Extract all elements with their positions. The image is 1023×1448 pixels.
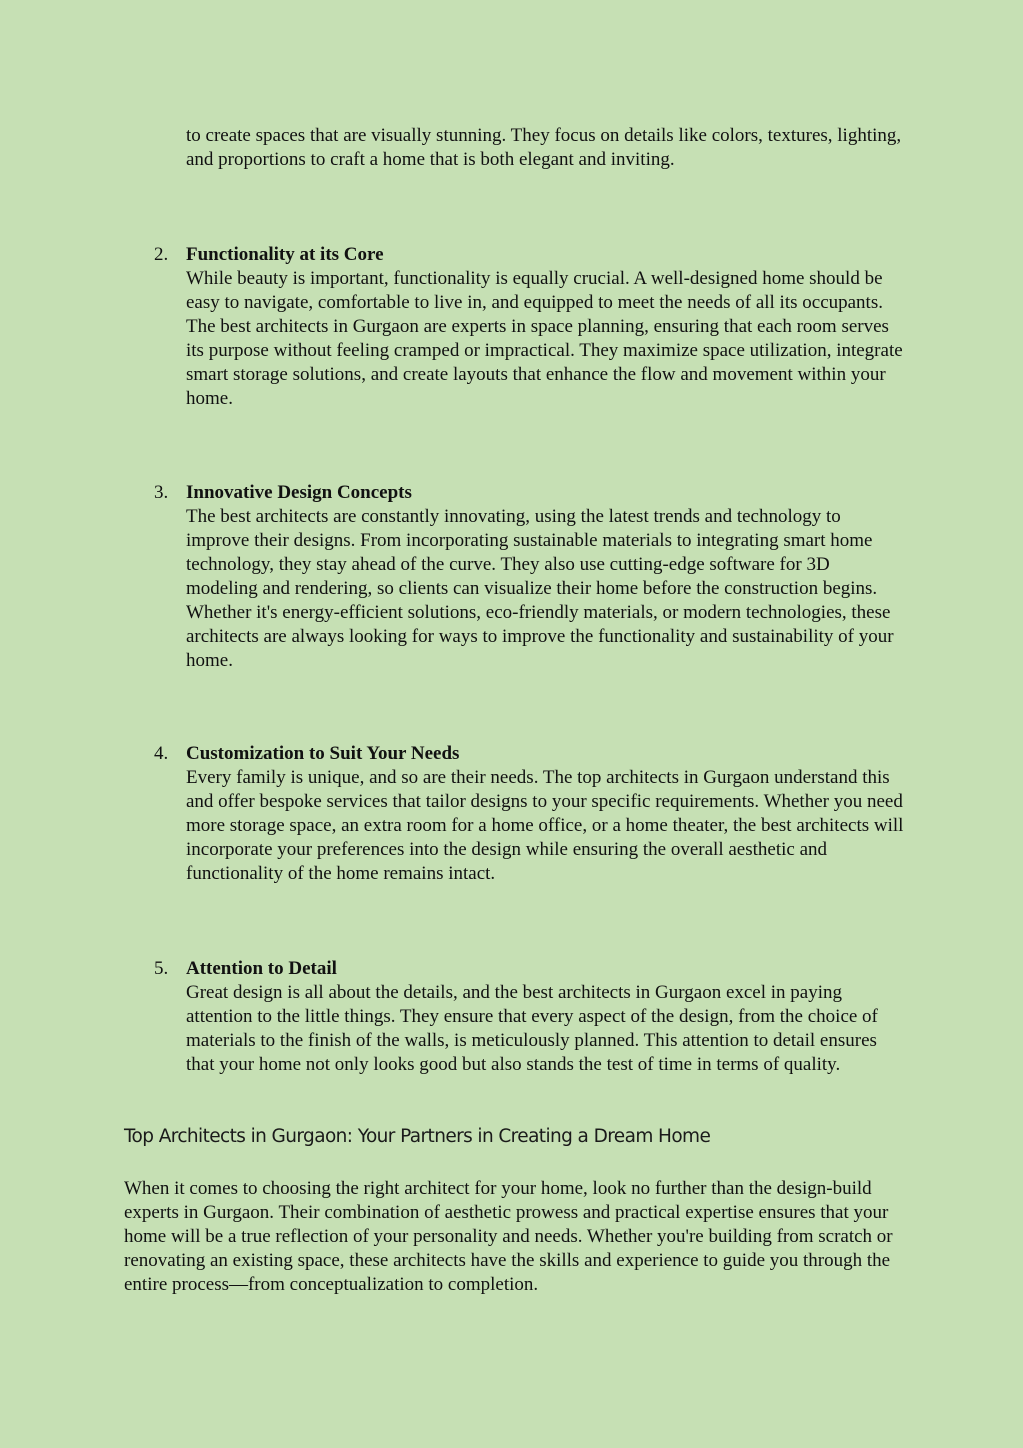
list-item-text: Every family is unique, and so are their needs. The top architects in Gurgaon understand this and offer bespoke services that tailor designs to your specific requirements. Whether you need more storage space, an extra room for a home office, or a home theater, the best architects will incorporate your preferences into the design while ensuring the overall aesthetic and functionality of the home remains intact. [186, 767, 904, 884]
list-number: 4. [154, 743, 169, 764]
list-number: 2. [154, 244, 169, 265]
closing-paragraph: When it comes to choosing the right architect for your home, look no further than the design-build experts in Gurgaon. Their combination of aesthetic prowess and practical expertise ensures that your home will be a true reflection of your personality and needs. Whether you're building from scratch or renovating an existing space, these architects have the skills and experience to guide you through the entire process—from conceptualization to completion. [124, 1178, 893, 1295]
intro-paragraph: to create spaces that are visually stunning. They focus on details like colors, textures, lighting, and proportions to craft a home that is both elegant and inviting. [186, 125, 902, 170]
list-item-body [186, 957, 906, 1077]
list-item-title: Functionality at its Core [186, 244, 384, 265]
list-number: 5. [154, 958, 169, 979]
list-item-title: Innovative Design Concepts [186, 482, 412, 503]
list-item-title: Attention to Detail [186, 958, 337, 979]
list-item-text: Great design is all about the details, and the best architects in Gurgaon excel in paying attention to the little things. They ensure that every aspect of the design, from the choice of materials to the finish of the walls, is meticulously planned. This attention to detail ensures that your home not only looks good but also stands the test of time in terms of quality. [186, 982, 878, 1075]
list-item-body [186, 481, 906, 673]
list-item-body [186, 243, 906, 411]
list-item-title: Customization to Suit Your Needs [186, 743, 460, 764]
list-number: 3. [154, 482, 169, 503]
list-item-text: While beauty is important, functionality is equally crucial. A well-designed home should be easy to navigate, comfortable to live in, and equipped to meet the needs of all its occupants. The best architects in Gurgaon are experts in space planning, ensuring that each room serves its purpose without feeling cramped or impractical. They maximize space utilization, integrate smart storage solutions, and create layouts that enhance the flow and movement within your home. [186, 268, 903, 409]
section-heading: Top Architects in Gurgaon: Your Partners in Creating a Dream Home [124, 1126, 711, 1147]
list-item-body [186, 742, 906, 886]
list-item-text: The best architects are constantly innovating, using the latest trends and technology to improve their designs. From incorporating sustainable materials to integrating smart home technology, they stay ahead of the curve. They also use cutting-edge software for 3D modeling and rendering, so clients can visualize their home before the construction begins. Whether it's energy-efficient solutions, eco-friendly materials, or modern technologies, these architects are always looking for ways to improve the functionality and sustainability of your home. [186, 506, 894, 671]
